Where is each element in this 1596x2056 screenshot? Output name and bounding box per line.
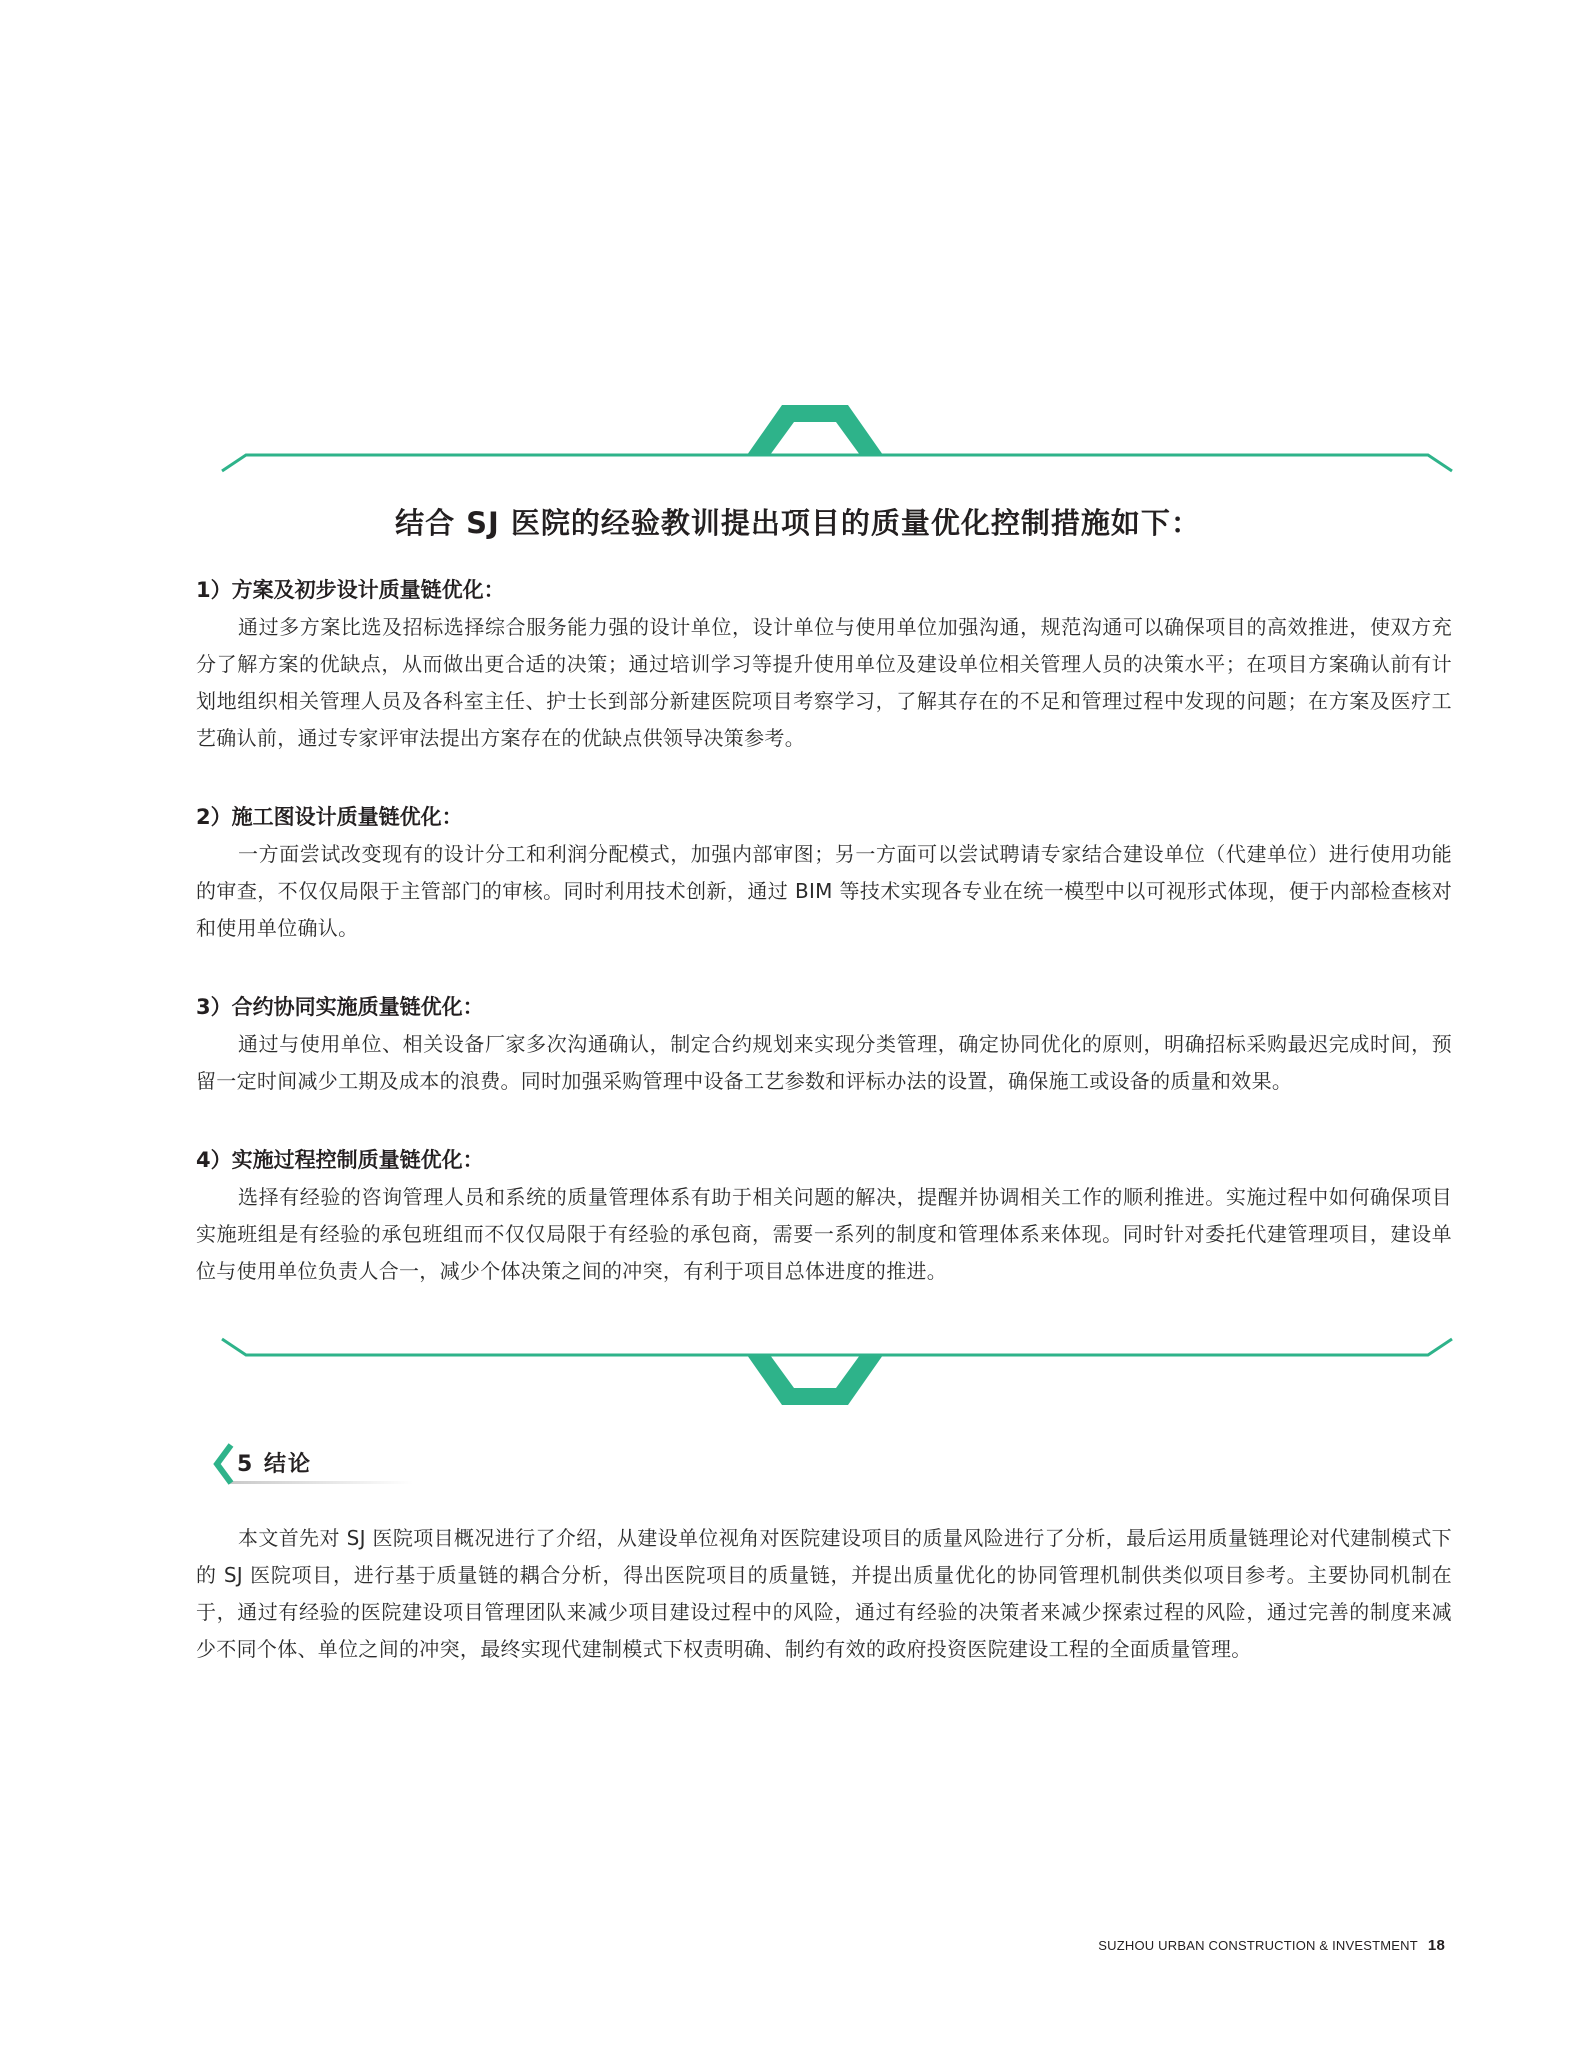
measure-body: 通过多方案比选及招标选择综合服务能力强的设计单位，设计单位与使用单位加强沟通，规范沟通可以确保项目的高效推进，使双方充分了解方案的优缺点，从而做出更合适的决策；通过培训学习等提升使用单位及建设单位相关管理人员的决策水平；在项目方案确认前有计划地组织相关管理人员及各科室主任、护士长到部分新建医院项目考察学习，了解其存在的不足和管理过程中发现的问题；在方案及医疗工艺确认前，通过专家评审法提出方案存在的优缺点供领导决策参考。 [196,615,1452,750]
conclusion-section [196,1520,1452,1668]
publication-name: SUZHOU URBAN CONSTRUCTION & INVESTMENT [1098,1938,1418,1953]
measure-body: 通过与使用单位、相关设备厂家多次沟通确认，制定合约规划来实现分类管理，确定协同优化的原则，明确招标采购最迟完成时间，预留一定时间减少工期及成本的浪费。同时加强采购管理中设备工艺参数和评标办法的设置，确保施工或设备的质量和效果。 [196,1032,1452,1093]
conclusion-label: 5 结论 [237,1452,312,1477]
measure-title: 2）施工图设计质量链优化： [196,805,463,829]
measure-item [196,989,1452,1100]
measure-title: 4）实施过程控制质量链优化： [196,1148,484,1172]
top-frame-ornament [0,395,1596,485]
measure-body: 选择有经验的咨询管理人员和系统的质量管理体系有助于相关问题的解决，提醒并协调相关工作的顺利推进。实施过程中如何确保项目实施班组是有经验的承包班组而不仅仅局限于有经验的承包商，需要一系列的制度和管理体系来体现。同时针对委托代建管理项目，建设单位与使用单位负责人合一，减少个体决策之间的冲突，有利于项目总体进度的推进。 [196,1185,1452,1283]
bottom-frame-ornament [0,1335,1596,1425]
measure-item [196,799,1452,947]
measure-item [196,1142,1452,1290]
page-number: 18 [1427,1937,1445,1954]
measures-list [196,572,1452,1332]
measure-title: 3）合约协同实施质量链优化： [196,995,484,1019]
measure-title: 1）方案及初步设计质量链优化： [196,578,505,602]
conclusion-body: 本文首先对 SJ 医院项目概况进行了介绍，从建设单位视角对医院建设项目的质量风险进行了分析，最后运用质量链理论对代建制模式下的 SJ 医院项目，进行基于质量链的耦合分析，得出医院项目的质量链，并提出质量优化的协同管理机制供类似项目参考。主要协同机制在于，通过有经验的医院建设项目管理团队来减少项目建设过程中的风险，通过有经验的决策者来减少探索过程的风险，通过完善的制度来减少不同个体、单位之间的冲突，最终实现代建制模式下权责明确、制约有效的政府投资医院建设工程的全面质量管理。 [196,1526,1452,1661]
page-footer [1098,1937,1445,1954]
section-heading: 结合 SJ 医院的经验教训提出项目的质量优化控制措施如下： [395,506,1201,540]
conclusion-section-tag [213,1443,413,1487]
measure-body: 一方面尝试改变现有的设计分工和利润分配模式，加强内部审图；另一方面可以尝试聘请专家结合建设单位（代建单位）进行使用功能的审查，不仅仅局限于主管部门的审核。同时利用技术创新，通过 BIM 等技术实现各专业在统一模型中以可视形式体现，便于内部检查核对和使用单位确认。 [196,842,1452,940]
measure-item [196,572,1452,757]
